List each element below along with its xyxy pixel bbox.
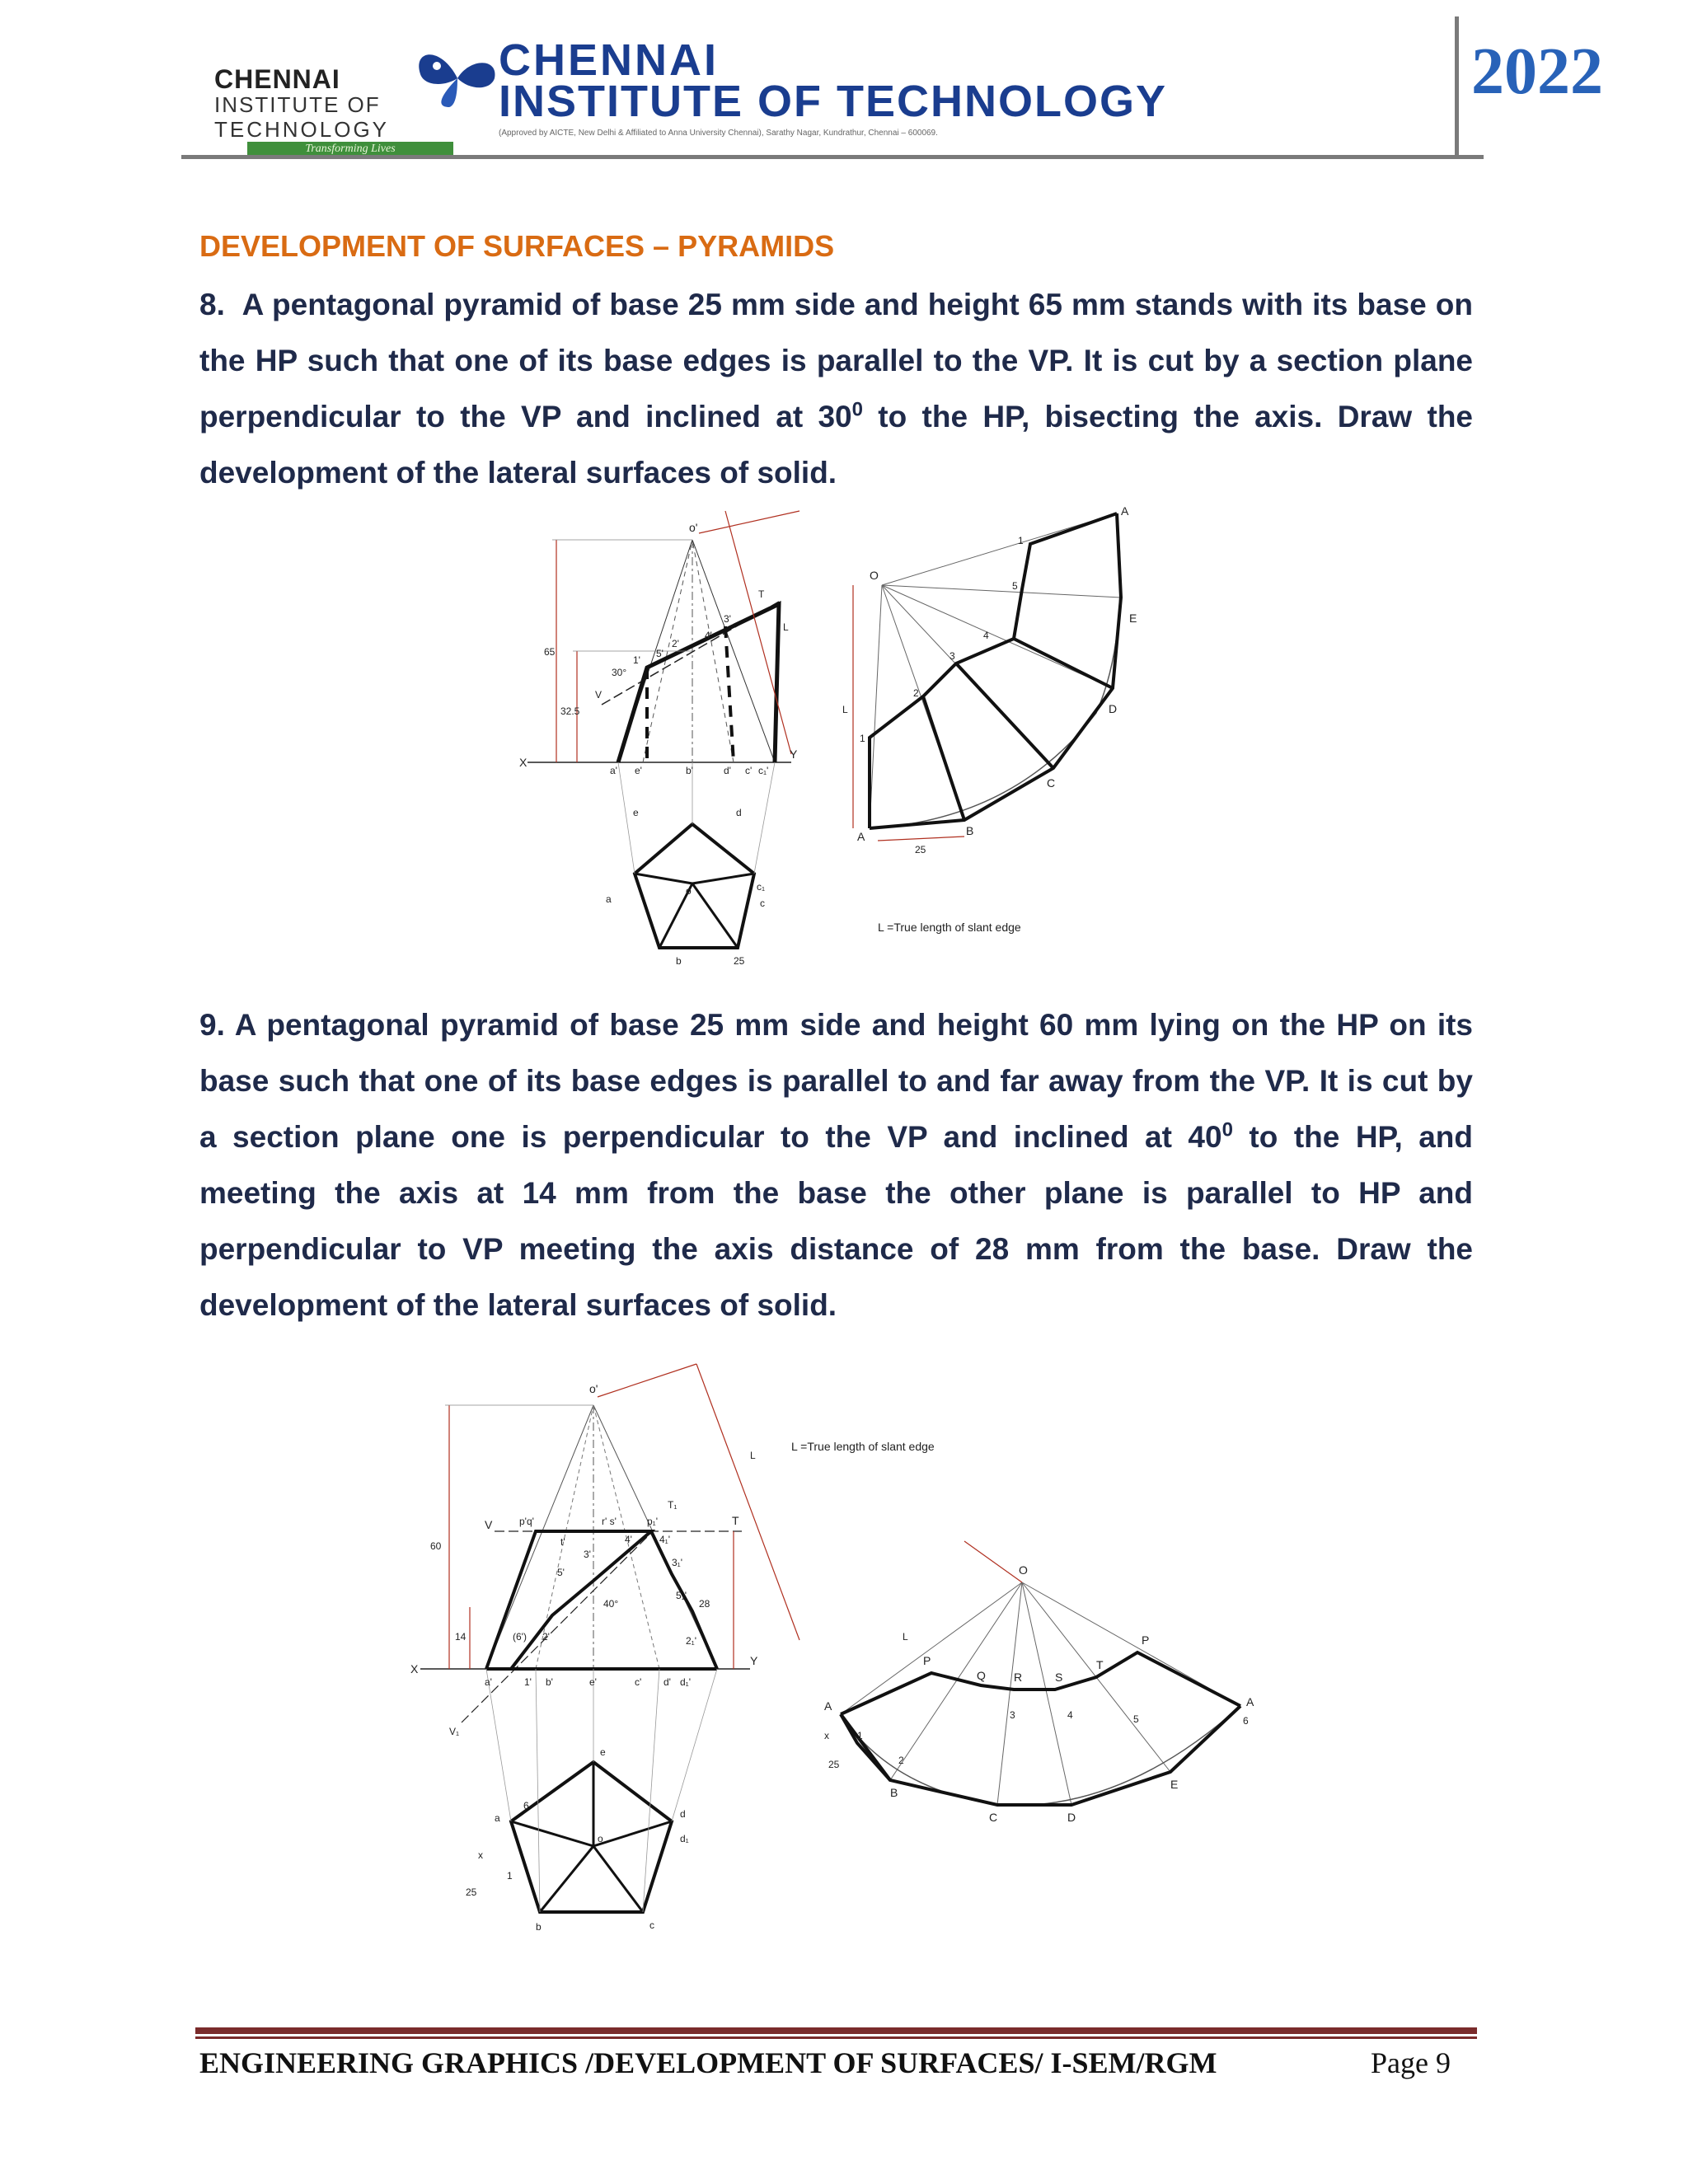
fig2-label-b: b — [536, 1921, 542, 1933]
fig2-label-28: 28 — [699, 1598, 710, 1610]
logo-word-institute: INSTITUTE OF — [214, 92, 381, 117]
fig2-dev-T: T — [1096, 1658, 1104, 1671]
fig2-dev-6: 6 — [1243, 1715, 1249, 1727]
fig2-dev-Q: Q — [977, 1669, 986, 1682]
fig2-dev-A2: A — [1246, 1695, 1254, 1708]
fig2-label-p1: p₁' — [647, 1516, 659, 1527]
logo-word-chennai: CHENNAI — [214, 64, 340, 94]
fig2-dev-caption: L =True length of slant edge — [791, 1440, 935, 1453]
figure-2-development — [791, 1434, 1302, 1824]
fig2-dev-A: A — [824, 1699, 832, 1713]
fig2-label-x-top: x — [478, 1849, 483, 1861]
fig2-dev-3: 3 — [1010, 1709, 1015, 1721]
fig2-label-a: a — [495, 1812, 500, 1824]
fig1-dev-B: B — [966, 824, 974, 837]
fig1-label-e: e — [633, 807, 639, 818]
fig1-label-25: 25 — [734, 955, 745, 967]
fig2-label-3: 3' — [584, 1549, 591, 1560]
fig2-dev-x: x — [824, 1730, 829, 1741]
fig2-label-1p: 1 — [507, 1870, 513, 1882]
fig2-label-e: e — [600, 1746, 606, 1758]
logo-tagline: Transforming Lives — [247, 142, 453, 157]
fig2-label-c-front: c' — [635, 1676, 642, 1688]
fig1-label-b-front: b' — [686, 765, 693, 776]
fig1-label-65: 65 — [544, 646, 556, 658]
fig1-dev-A: A — [857, 830, 865, 843]
fig1-label-x: X — [519, 756, 528, 769]
fig1-label-p2: 2' — [672, 638, 679, 649]
problem-9-number: 9. — [199, 1008, 225, 1042]
fig2-label-25: 25 — [466, 1886, 477, 1898]
fig2-dev-2: 2 — [898, 1755, 904, 1766]
fig1-dev-2: 2 — [913, 687, 919, 699]
footer-page-number: Page 9 — [1371, 2046, 1451, 2079]
fig2-label-d1: d₁ — [680, 1833, 689, 1844]
fig2-dev-4: 4 — [1067, 1709, 1073, 1721]
problem-9-body-a: A pentagonal pyramid of base 25 mm side and height 60 mm lying on the HP on its base such that one of its base edges is parallel to and far away from the VP. It is cut by a section plane one is perpendicular to the VP and inclined at 40 — [199, 1008, 1473, 1154]
fig2-dev-P: P — [923, 1654, 931, 1667]
fig1-label-l: L — [783, 621, 789, 633]
problem-9-body-b: to the HP, and meeting the axis at 14 mm from the base the other plane is parallel to HP and perpendicular to VP meeting the axis distance of 28 mm from the base. Draw the development of the lateral surfaces of solid. — [199, 1120, 1473, 1322]
fig1-label-a: a — [606, 893, 612, 905]
fig2-dev-P2: P — [1142, 1633, 1150, 1647]
fig1-label-p1: 1' — [633, 654, 640, 666]
fig1-label-d: d — [736, 807, 742, 818]
fig2-label-d: d — [680, 1808, 686, 1820]
fig2-dev-O: O — [1019, 1563, 1028, 1577]
fig2-label-51: 5₁' — [676, 1590, 687, 1601]
problem-8-body-a: A pentagonal pyramid of base 25 mm side and height 65 mm stands with its base on the HP such that one of its base edges is parallel to the VP. It is cut by a section plane perpendicular to the VP and inclined at 30 — [199, 288, 1474, 434]
fig2-label-x: X — [410, 1662, 419, 1675]
problem-9-text — [199, 997, 1473, 1333]
fig2-label-60: 60 — [430, 1540, 442, 1552]
fig2-label-y: Y — [750, 1654, 758, 1667]
fig2-label-21: 2₁' — [686, 1635, 697, 1647]
fig2-dev-1: 1 — [857, 1730, 863, 1741]
fig2-label-t1: T₁ — [668, 1499, 678, 1511]
fig2-label-4: 4' — [625, 1534, 632, 1545]
problem-8-degree: 0 — [851, 398, 863, 421]
fig2-label-6p: 6 — [523, 1800, 529, 1811]
fig2-label-apex: o' — [589, 1382, 598, 1395]
fig2-dev-E: E — [1170, 1778, 1179, 1791]
fig2-label-41: 4₁' — [659, 1534, 671, 1545]
fig1-dev-caption: L =True length of slant edge — [878, 921, 1021, 934]
fig2-label-14: 14 — [455, 1631, 467, 1643]
brand-line-2: INSTITUTE OF TECHNOLOGY — [499, 77, 1167, 126]
logo-word-technology: TECHNOLOGY — [214, 117, 390, 142]
header-year: 2022 — [1471, 35, 1603, 108]
fig1-dev-5: 5 — [1012, 580, 1018, 592]
brand-line-1: CHENNAI — [499, 35, 720, 85]
fig2-label-d-front: d' — [663, 1676, 671, 1688]
fig2-label-l: L — [750, 1450, 756, 1461]
fig1-label-v: V — [595, 689, 603, 701]
fig2-label-d1-front: d₁' — [680, 1676, 692, 1688]
fig1-label-c1-front: c₁' — [758, 765, 769, 776]
fig1-dev-L: L — [842, 704, 848, 715]
fig2-label-t: T — [732, 1514, 739, 1527]
fig2-label-5: 5' — [557, 1567, 565, 1578]
footer-course: ENGINEERING GRAPHICS /DEVELOPMENT OF SURFACES/ I-SEM/RGM — [199, 2046, 1217, 2079]
fig2-label-tq: t' — [560, 1536, 565, 1548]
butterfly-icon — [408, 41, 507, 115]
fig1-label-y: Y — [790, 748, 798, 761]
fig1-dev-E: E — [1129, 612, 1137, 625]
fig1-dev-25: 25 — [915, 844, 926, 855]
fig1-dev-1b: 1 — [1018, 535, 1024, 546]
fig1-label-p4: 4' — [705, 630, 712, 641]
fig2-label-rs: r' s' — [602, 1516, 617, 1527]
fig2-dev-R: R — [1014, 1671, 1023, 1684]
fig1-label-325: 32.5 — [560, 705, 580, 717]
fig2-label-6: (6') — [513, 1631, 527, 1643]
fig2-label-31: 3₁' — [672, 1557, 683, 1568]
fig2-label-pq: p'q' — [519, 1516, 534, 1527]
figure-2-projections — [387, 1360, 816, 1953]
fig2-dev-C: C — [989, 1811, 998, 1824]
fig1-label-c: c — [760, 898, 765, 909]
fig1-dev-C: C — [1047, 776, 1056, 790]
fig2-label-a-front: a' — [485, 1676, 492, 1688]
problem-8-body-b: to the HP, bisecting the axis. Draw the development of the lateral surfaces of solid. — [199, 400, 1473, 490]
fig2-dev-B: B — [890, 1786, 898, 1799]
fig2-dev-5: 5 — [1133, 1713, 1139, 1725]
fig1-label-b: b — [676, 955, 682, 967]
fig1-label-t: T — [758, 588, 765, 600]
section-title: DEVELOPMENT OF SURFACES – PYRAMIDS — [199, 229, 835, 263]
fig1-dev-D: D — [1109, 702, 1118, 715]
fig2-label-40: 40° — [603, 1598, 619, 1610]
fig2-label-b-front: b' — [546, 1676, 553, 1688]
header-rule — [181, 155, 1484, 159]
fig2-dev-L: L — [903, 1631, 908, 1643]
fig1-dev-1: 1 — [860, 733, 865, 744]
fig1-label-d-front: d' — [724, 765, 731, 776]
fig2-label-c: c — [649, 1919, 654, 1931]
footer-rule-thin — [195, 2036, 1477, 2039]
problem-9-degree: 0 — [1221, 1118, 1233, 1141]
fig2-dev-25: 25 — [828, 1759, 840, 1770]
fig2-label-e-front: e' — [589, 1676, 597, 1688]
fig2-label-1: 1' — [524, 1676, 532, 1688]
fig2-dev-S: S — [1055, 1671, 1063, 1684]
fig1-label-angle: 30° — [612, 667, 627, 678]
fig1-dev-O: O — [870, 569, 879, 582]
fig1-dev-A2: A — [1121, 504, 1129, 518]
fig2-label-2: 2' — [542, 1631, 550, 1643]
fig1-label-apex: o' — [689, 521, 698, 534]
figure-1-development — [832, 504, 1162, 952]
fig1-dev-3: 3 — [950, 650, 955, 662]
fig1-label-o: o — [686, 885, 692, 897]
fig2-label-v1: V₁ — [449, 1726, 460, 1737]
footer-rule-thick — [195, 2027, 1477, 2034]
institute-logo — [214, 41, 462, 155]
page-header — [181, 16, 1603, 161]
fig1-label-e-front: e' — [635, 765, 642, 776]
fig1-label-a-front: a' — [610, 765, 617, 776]
fig2-label-o: o — [598, 1833, 603, 1844]
fig2-dev-D: D — [1067, 1811, 1076, 1824]
fig1-dev-4: 4 — [983, 630, 989, 641]
figure-1-projections — [495, 507, 824, 968]
fig1-label-p3: 3' — [724, 613, 731, 625]
fig1-label-c1: c₁ — [757, 881, 766, 893]
header-divider — [1455, 16, 1459, 157]
fig1-label-p5: 5' — [656, 648, 663, 659]
problem-8-number: 8. — [199, 288, 225, 321]
fig2-label-v: V — [485, 1518, 493, 1531]
approval-line: (Approved by AICTE, New Delhi & Affiliated to Anna University Chennai), Sarathy Nagar, Kundrathur, Chennai – 600069. — [499, 129, 938, 138]
problem-8-text — [199, 277, 1473, 501]
fig1-label-c-front: c' — [745, 765, 753, 776]
